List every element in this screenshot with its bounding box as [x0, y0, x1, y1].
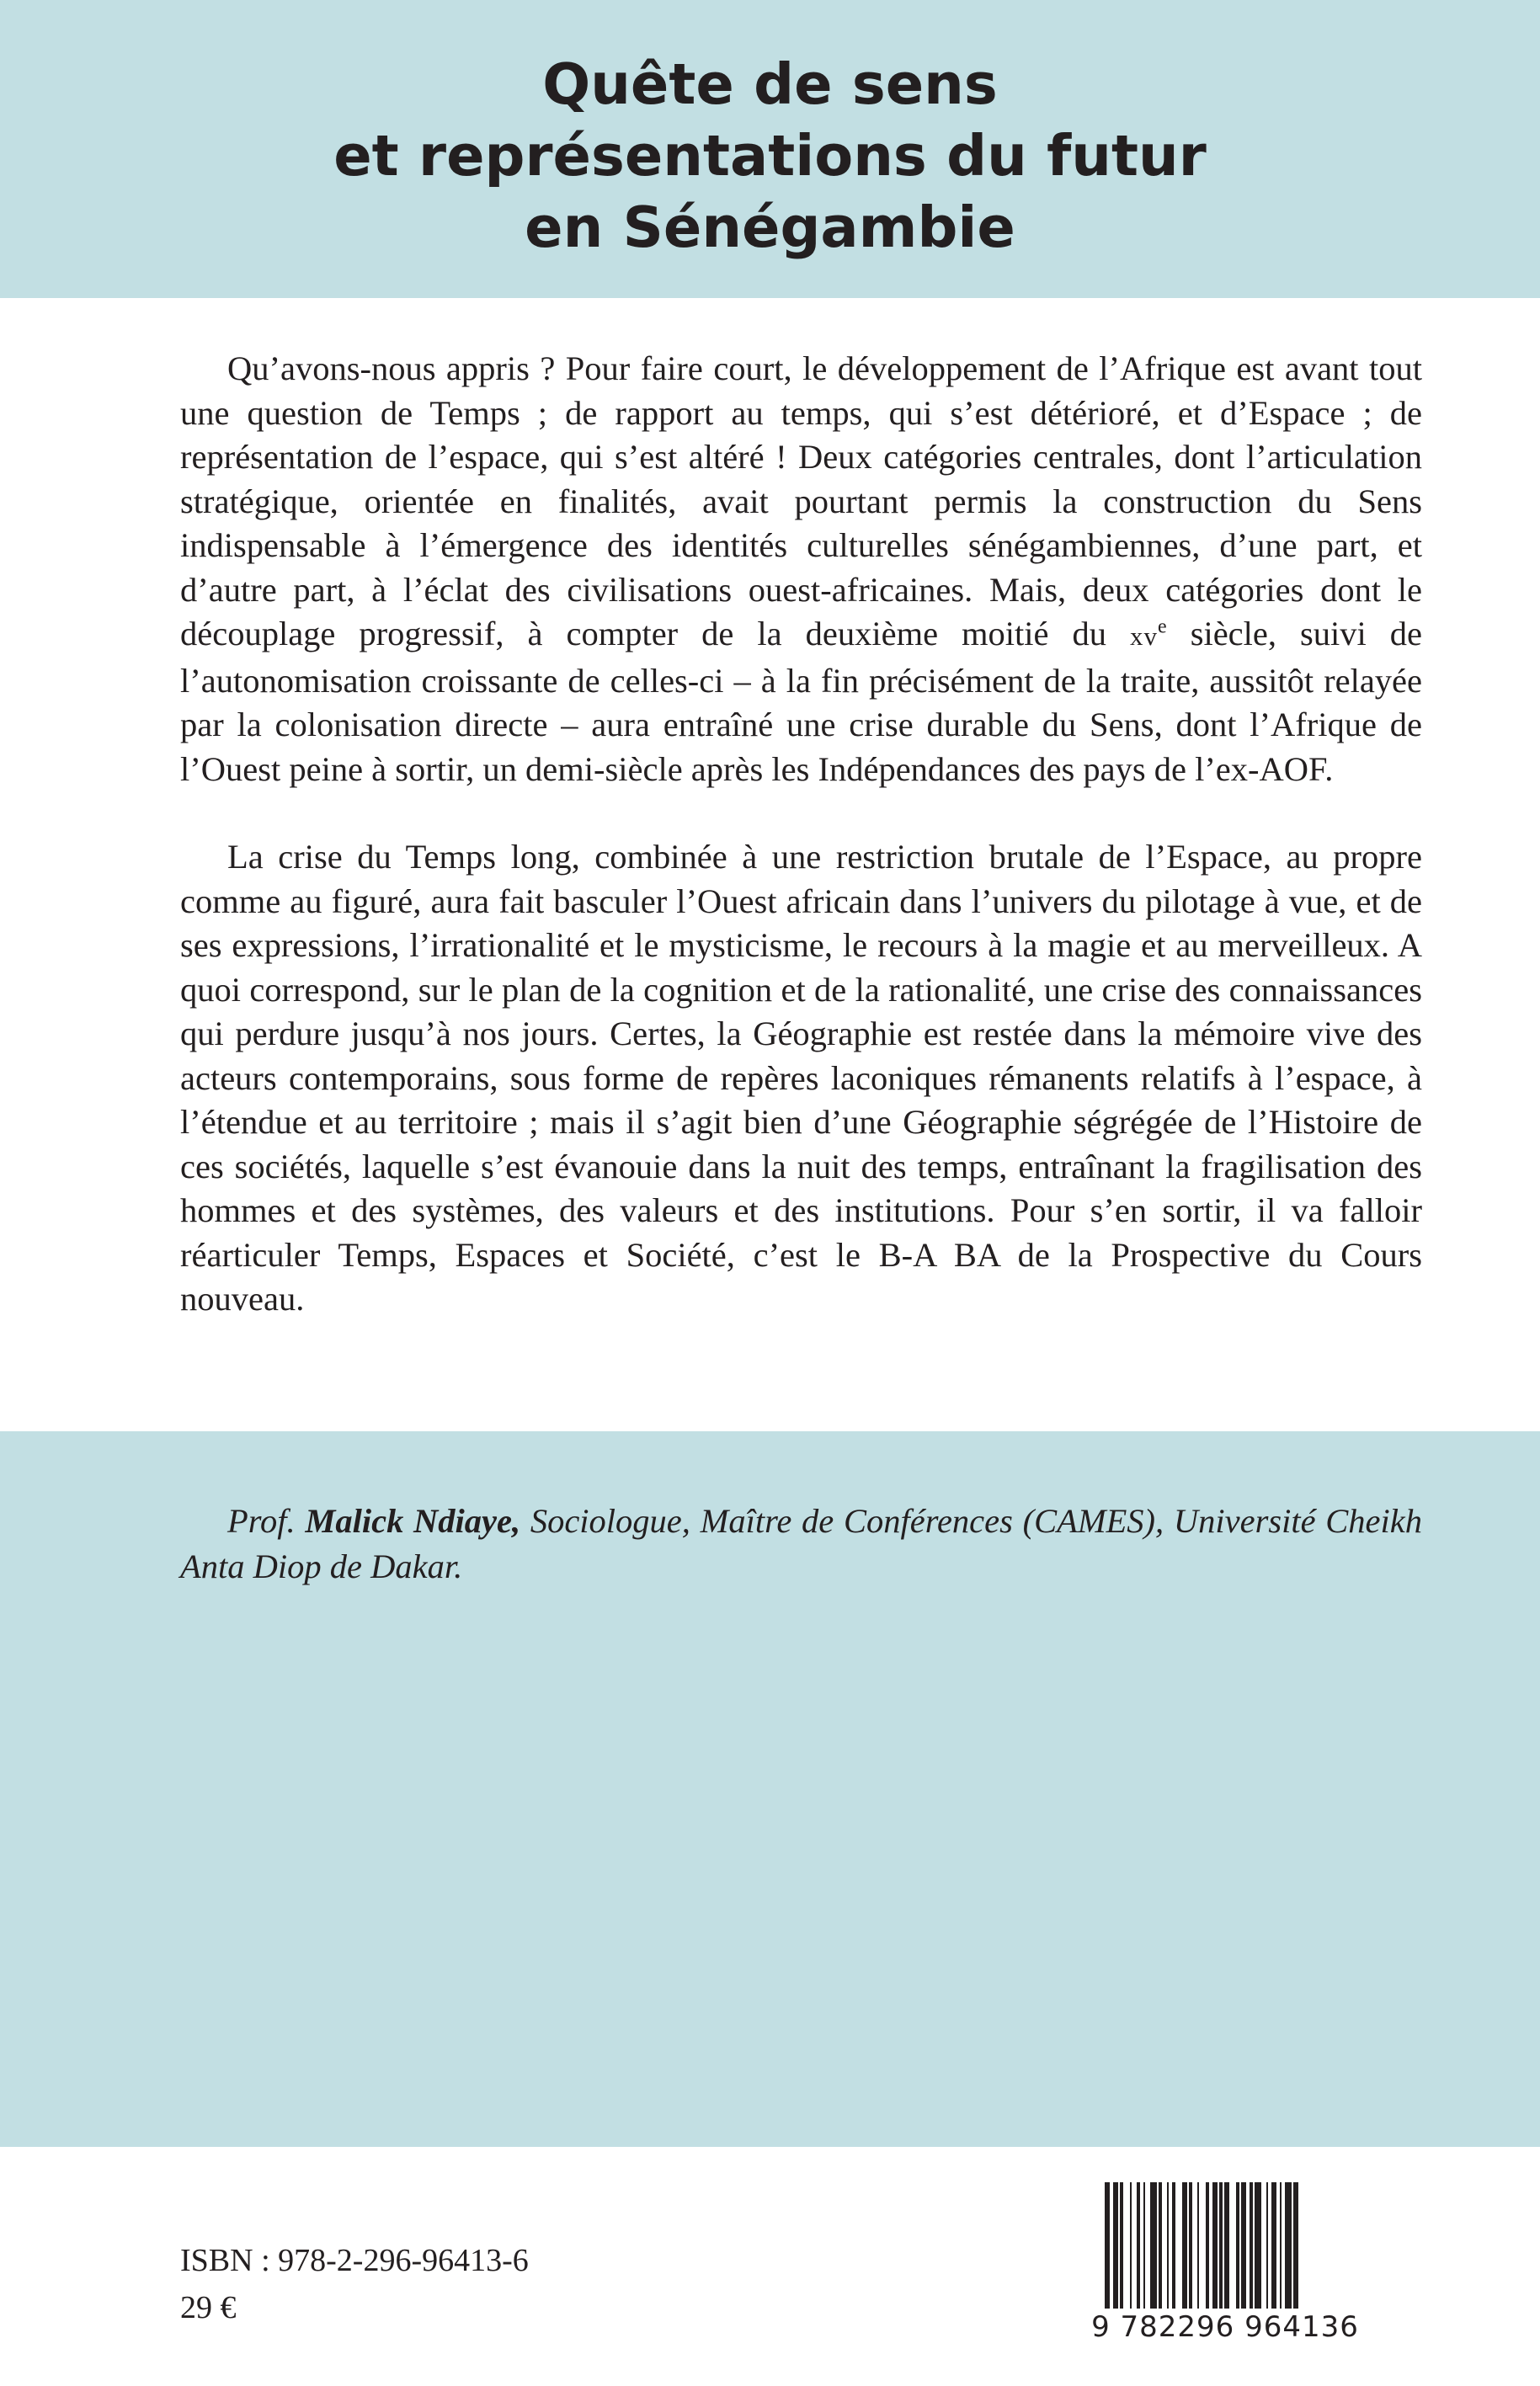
barcode-bar [1212, 2182, 1218, 2317]
barcode-bar [1236, 2182, 1239, 2317]
barcode-bar [1182, 2182, 1187, 2317]
barcode-bar [1189, 2182, 1192, 2317]
paragraph-1-part-b: siècle, suivi de l’autonomisation croissante de celles-ci – à la fin précisément de la traite, aussitôt relayée par la colonisation directe – aura entraîné une crise durable du Sens, dont l’Afrique de l’Ouest peine à sortir, un demi-siècle après les Indépendances des pays de l’ex-AOF. [180, 615, 1422, 788]
barcode-bar [1143, 2182, 1145, 2317]
barcode-bar [1167, 2182, 1169, 2317]
author-credit [180, 1499, 1422, 1590]
paragraph-2: La crise du Temps long, combinée à une restriction brutale de l’Espace, au propre comme au figuré, aura fait basculer l’Ouest africain dans l’univers du pilotage à vue, et de ses expressions, l’irrationalité et le mysticisme, le recours à la magie et au merveilleux. A quoi correspond, sur le plan de la cognition et de la rationalité, une crise des connaissances qui perdure jusqu’à nos jours. Certes, la Géographie est restée dans la mémoire vive des acteurs contemporains, sous forme de repères laconiques rémanents relatifs à l’espace, à l’étendue et au territoire ; mais il s’agit bien d’une Géographie ségrégée de l’Histoire de ces sociétés, laquelle s’est évanouie dans la nuit des temps, entraînant la fragilisation des hommes et des systèmes, des valeurs et des institutions. Pour s’en sortir, il va falloir réarticuler Temps, Espaces et Société, c’est le B-A BA de la Prospective du Cours nouveau. [180, 838, 1422, 1318]
barcode-bar [1280, 2182, 1282, 2317]
isbn: ISBN : 978-2-296-96413-6 [180, 2243, 529, 2278]
century-suffix: e [1158, 615, 1167, 638]
barcode-bar [1159, 2182, 1162, 2317]
barcode-bar [1150, 2182, 1157, 2317]
paragraph-1 [180, 347, 1422, 791]
barcode-digits: 9 782296 964136 [1086, 2309, 1364, 2346]
title-line-1: Quête de sens [542, 51, 998, 117]
barcode-bar [1255, 2182, 1261, 2317]
barcode-bar [1285, 2182, 1292, 2317]
title-line-3: en Sénégambie [525, 194, 1015, 260]
title-line-2: et représentations du futur [333, 123, 1207, 189]
barcode-bar [1271, 2182, 1276, 2317]
author-name: Malick Ndiaye, [305, 1502, 521, 1540]
book-title [0, 49, 1540, 264]
barcode-bar [1219, 2182, 1223, 2317]
barcode-bar [1250, 2182, 1253, 2317]
back-cover-text [180, 347, 1422, 1366]
author-description: Sociologue, Maître de Conférences (CAMES), Université Cheikh Anta Diop de Dakar. [180, 1502, 1422, 1585]
century-numeral: xv [1130, 621, 1159, 651]
barcode-bar [1241, 2182, 1246, 2317]
price: 29 € [180, 2290, 237, 2325]
barcode [1086, 2177, 1364, 2354]
barcode-bar [1130, 2182, 1132, 2317]
barcode-bar [1266, 2182, 1268, 2317]
paragraph-1-part-a: Qu’avons-nous appris ? Pour faire court, le développement de l’Afrique est avant tout une question de Temps ; de rapport au temps, qui s’est détérioré, et d’Espace ; de représentation de l’espace, qui s’est altéré ! Deux catégories centrales, dont l’articulation stratégique, orientée en finalités, avait pourtant permis la construction du Sens indispensable à l’émergence des identités culturelles sénégambiennes, d’une part, et d’autre part, à l’éclat des civilisations ouest-africaines. Mais, deux catégories dont le découplage progressif, à compter de la deuxième moitié du [180, 349, 1422, 652]
barcode-bar [1172, 2182, 1175, 2317]
author-prefix: Prof. [227, 1502, 306, 1540]
barcode-bar [1197, 2182, 1199, 2317]
barcode-bar [1224, 2182, 1229, 2317]
barcode-bar [1137, 2182, 1140, 2317]
barcode-bar [1120, 2182, 1123, 2317]
